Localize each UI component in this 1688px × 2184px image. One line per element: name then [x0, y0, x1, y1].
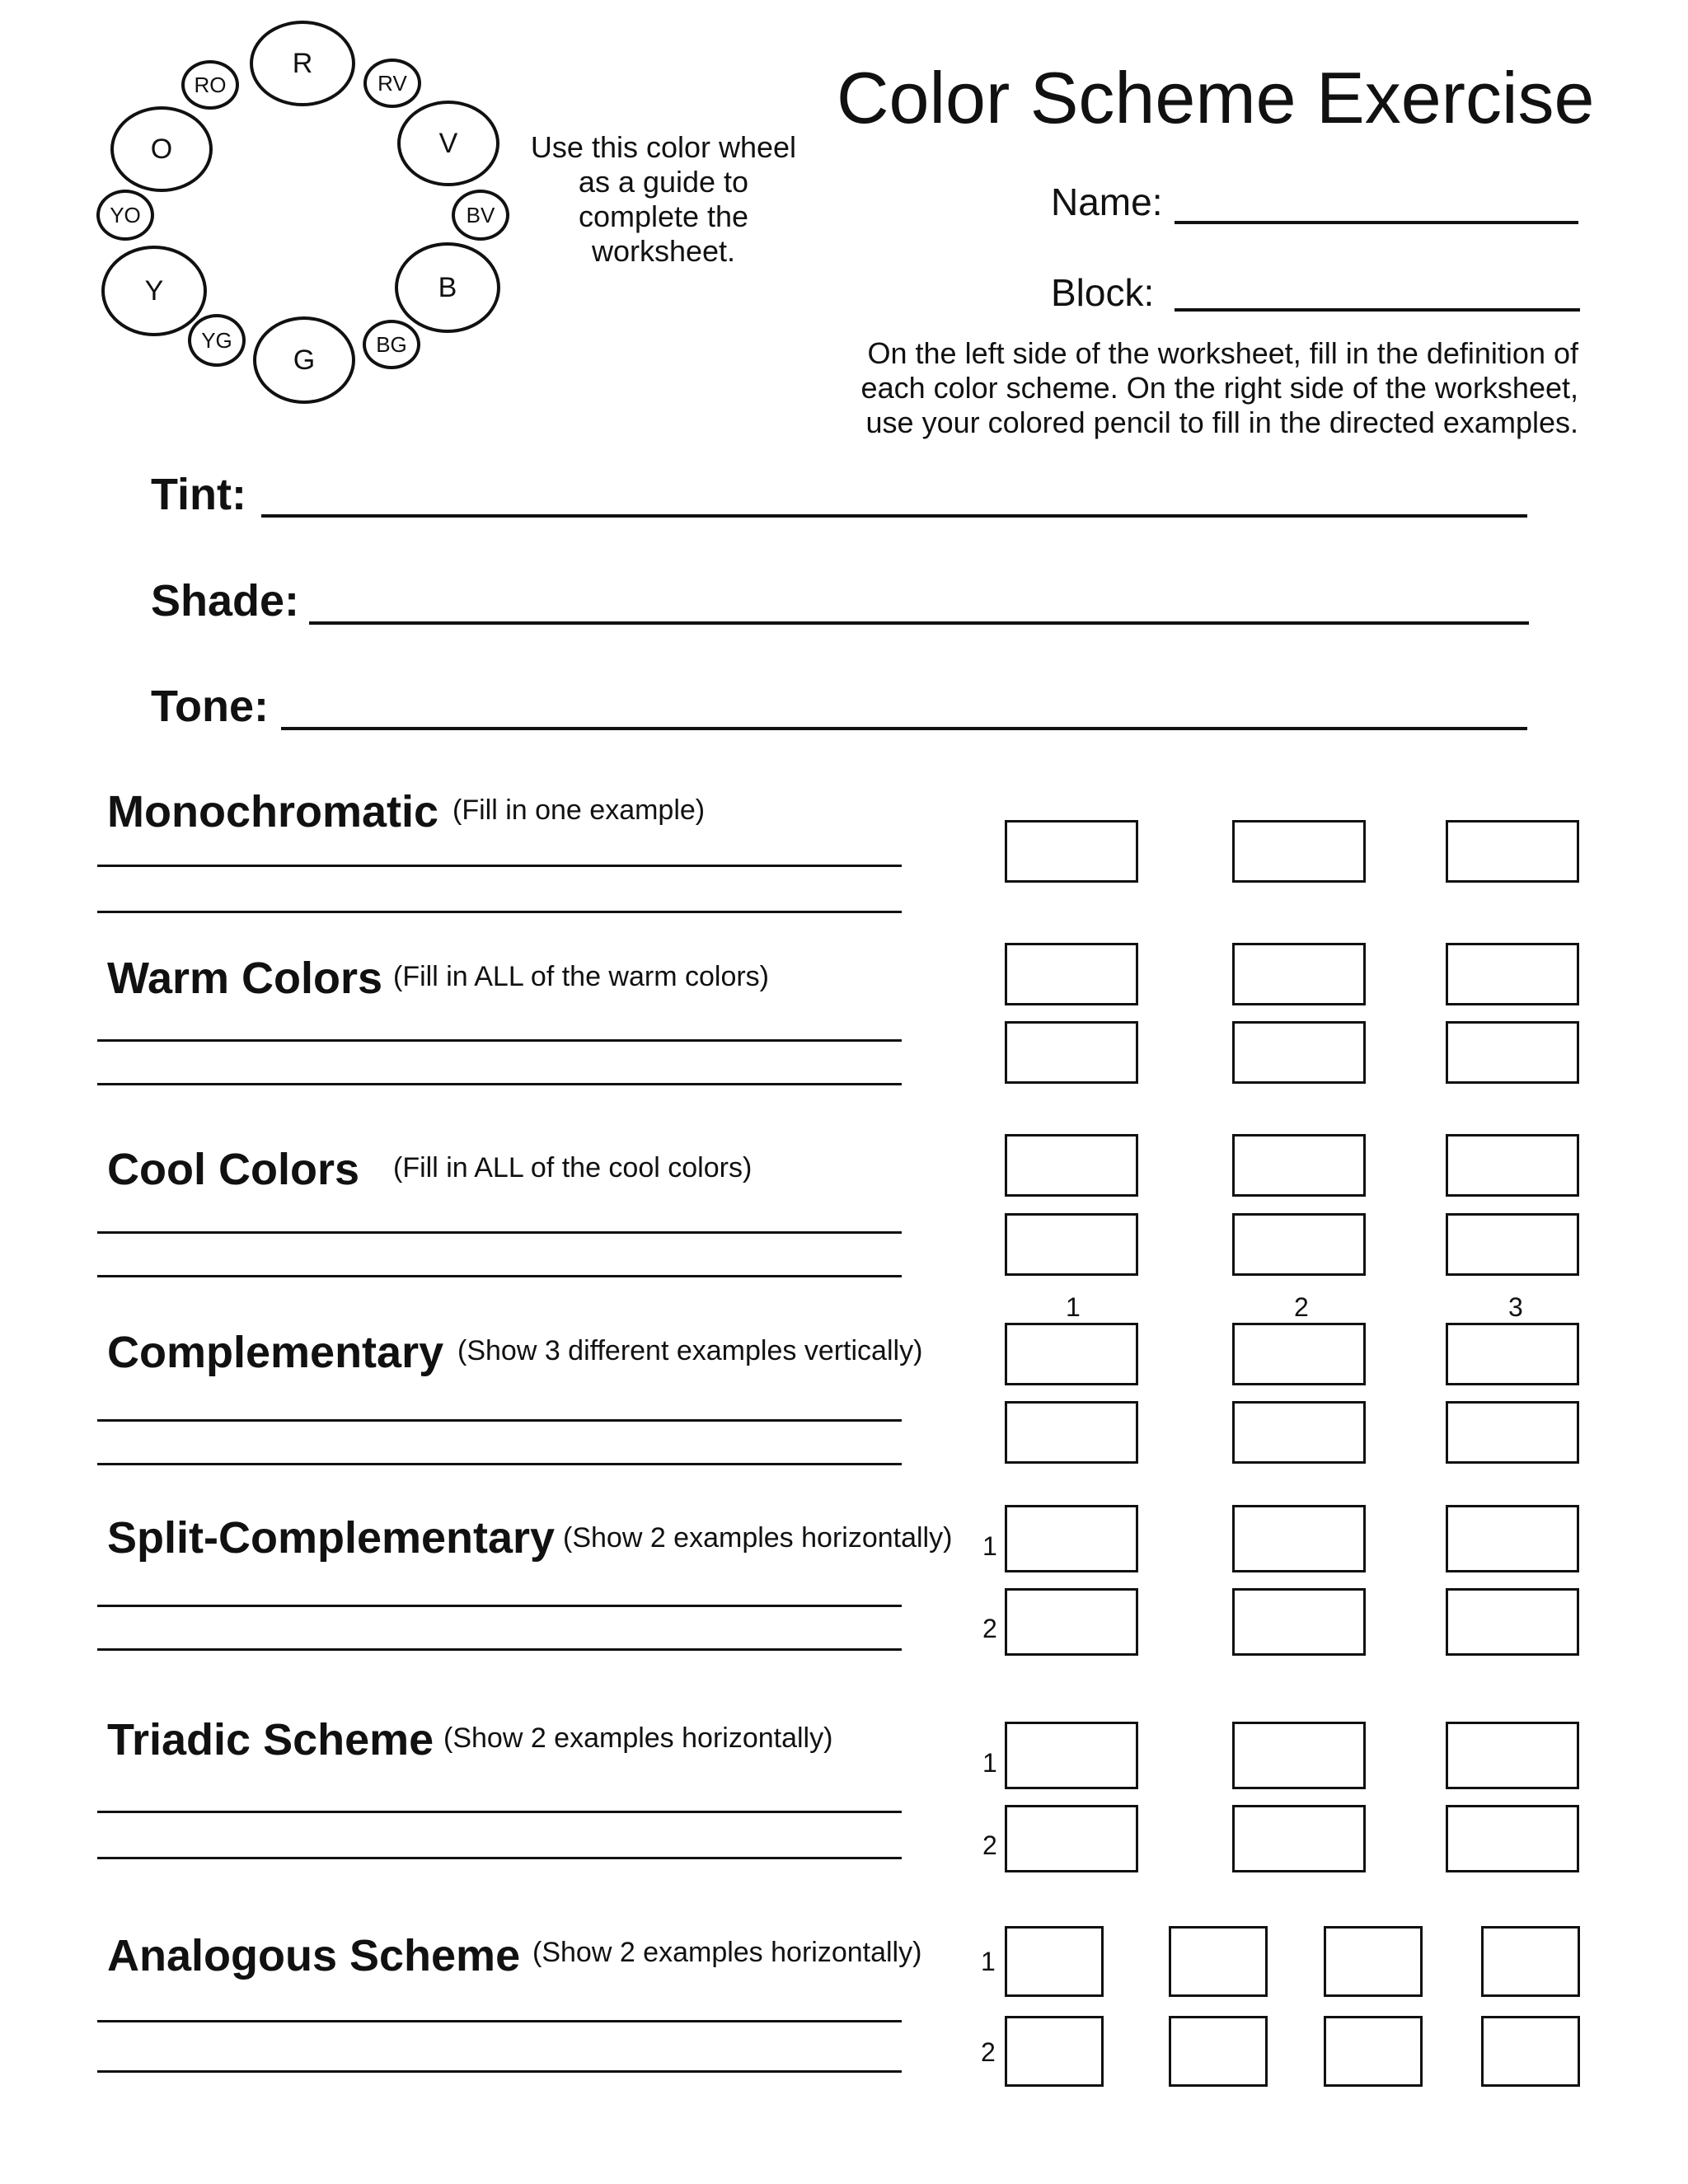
tone-label: Tone:	[151, 682, 269, 731]
row-number: 2	[982, 1614, 997, 1643]
wheel-violet: V	[397, 101, 499, 186]
color-box[interactable]	[1232, 1323, 1366, 1385]
row-number: 1	[982, 1531, 997, 1561]
color-box[interactable]	[1232, 1505, 1366, 1572]
section-note-warm-colors: (Fill in ALL of the warm colors)	[393, 961, 769, 992]
color-box[interactable]	[1446, 1323, 1579, 1385]
wheel-red-violet: RV	[363, 59, 421, 108]
tint-label: Tint:	[151, 470, 246, 519]
color-box[interactable]	[1005, 1926, 1104, 1997]
wheel-yellow-orange: YO	[96, 190, 154, 241]
definition-line[interactable]	[97, 2070, 902, 2073]
color-box[interactable]	[1446, 820, 1579, 883]
section-title-triadic-scheme: Triadic Scheme	[107, 1715, 434, 1765]
row-number: 1	[982, 1748, 997, 1778]
section-title-split-complementary: Split-Complementary	[107, 1513, 556, 1563]
color-box[interactable]	[1169, 2016, 1268, 2087]
color-box[interactable]	[1232, 1401, 1366, 1464]
color-box[interactable]	[1324, 2016, 1423, 2087]
color-box[interactable]	[1005, 2016, 1104, 2087]
color-box[interactable]	[1005, 1213, 1138, 1276]
wheel-green: G	[253, 316, 355, 404]
instructions: On the left side of the worksheet, fill in the definition of each color scheme. On the right side of the worksheet, use your colored pencil to fill in the directed examples.	[860, 336, 1578, 439]
color-box[interactable]	[1324, 1926, 1423, 1997]
definition-line[interactable]	[97, 1605, 902, 1607]
wheel-orange: O	[110, 106, 213, 192]
color-box[interactable]	[1232, 943, 1366, 1005]
color-box[interactable]	[1446, 1021, 1579, 1084]
shade-field[interactable]	[309, 621, 1529, 625]
block-field[interactable]	[1175, 308, 1580, 312]
definition-line[interactable]	[97, 1419, 902, 1422]
wheel-red-orange: RO	[181, 60, 239, 110]
definition-line[interactable]	[97, 1275, 902, 1277]
color-box[interactable]	[1446, 1805, 1579, 1872]
block-label: Block:	[1051, 271, 1155, 314]
color-box[interactable]	[1446, 1722, 1579, 1789]
color-box[interactable]	[1446, 1505, 1579, 1572]
definition-line[interactable]	[97, 2020, 902, 2022]
color-box[interactable]	[1169, 1926, 1268, 1997]
color-box[interactable]	[1005, 1722, 1138, 1789]
section-note-triadic-scheme: (Show 2 examples horizontally)	[443, 1722, 833, 1754]
wheel-blue-violet: BV	[452, 190, 509, 241]
wheel-yellow: Y	[101, 246, 207, 336]
wheel-yellow-green: YG	[188, 314, 246, 367]
section-title-analogous-scheme: Analogous Scheme	[107, 1931, 521, 1980]
color-box[interactable]	[1005, 1323, 1138, 1385]
page-title: Color Scheme Exercise	[837, 57, 1595, 138]
color-box[interactable]	[1232, 1722, 1366, 1789]
column-number: 2	[1294, 1292, 1309, 1322]
definition-line[interactable]	[97, 1039, 902, 1042]
wheel-blue: B	[395, 242, 500, 333]
name-field[interactable]	[1175, 221, 1578, 224]
section-note-complementary: (Show 3 different examples vertically)	[457, 1335, 923, 1366]
section-note-split-complementary: (Show 2 examples horizontally)	[563, 1522, 953, 1554]
tone-field[interactable]	[281, 727, 1527, 730]
wheel-blue-green: BG	[363, 320, 420, 369]
row-number: 2	[982, 1830, 997, 1860]
color-box[interactable]	[1005, 1505, 1138, 1572]
color-box[interactable]	[1232, 820, 1366, 883]
color-box[interactable]	[1005, 820, 1138, 883]
definition-line[interactable]	[97, 865, 902, 867]
color-box[interactable]	[1446, 1134, 1579, 1197]
color-box[interactable]	[1232, 1805, 1366, 1872]
definition-line[interactable]	[97, 1811, 902, 1813]
color-box[interactable]	[1232, 1213, 1366, 1276]
section-note-monochromatic: (Fill in one example)	[452, 794, 706, 826]
color-box[interactable]	[1481, 2016, 1580, 2087]
definition-line[interactable]	[97, 1231, 902, 1234]
color-box[interactable]	[1446, 943, 1579, 1005]
name-label: Name:	[1051, 180, 1163, 223]
color-box[interactable]	[1232, 1588, 1366, 1656]
color-box[interactable]	[1005, 1401, 1138, 1464]
column-number: 3	[1508, 1292, 1523, 1322]
color-box[interactable]	[1005, 1021, 1138, 1084]
color-box[interactable]	[1446, 1213, 1579, 1276]
definition-line[interactable]	[97, 1463, 902, 1465]
section-title-cool-colors: Cool Colors	[107, 1145, 359, 1194]
color-box[interactable]	[1005, 1588, 1138, 1656]
wheel-guide-text: Use this color wheel as a guide to complete the worksheet.	[530, 130, 797, 268]
section-title-warm-colors: Warm Colors	[107, 954, 383, 1003]
color-box[interactable]	[1005, 1805, 1138, 1872]
column-number: 1	[1066, 1292, 1081, 1322]
color-box[interactable]	[1005, 1134, 1138, 1197]
shade-label: Shade:	[151, 576, 300, 626]
color-box[interactable]	[1232, 1134, 1366, 1197]
section-note-analogous-scheme: (Show 2 examples horizontally)	[532, 1937, 922, 1968]
color-box[interactable]	[1005, 943, 1138, 1005]
definition-line[interactable]	[97, 911, 902, 913]
tint-field[interactable]	[261, 514, 1527, 518]
section-title-monochromatic: Monochromatic	[107, 787, 439, 837]
section-title-complementary: Complementary	[107, 1328, 444, 1377]
color-box[interactable]	[1232, 1021, 1366, 1084]
definition-line[interactable]	[97, 1857, 902, 1859]
section-note-cool-colors: (Fill in ALL of the cool colors)	[393, 1152, 753, 1183]
definition-line[interactable]	[97, 1648, 902, 1651]
row-number: 2	[981, 2037, 996, 2067]
color-box[interactable]	[1446, 1588, 1579, 1656]
wheel-red: R	[250, 21, 355, 106]
color-box[interactable]	[1446, 1401, 1579, 1464]
definition-line[interactable]	[97, 1083, 902, 1085]
color-box[interactable]	[1481, 1926, 1580, 1997]
row-number: 1	[981, 1947, 996, 1976]
